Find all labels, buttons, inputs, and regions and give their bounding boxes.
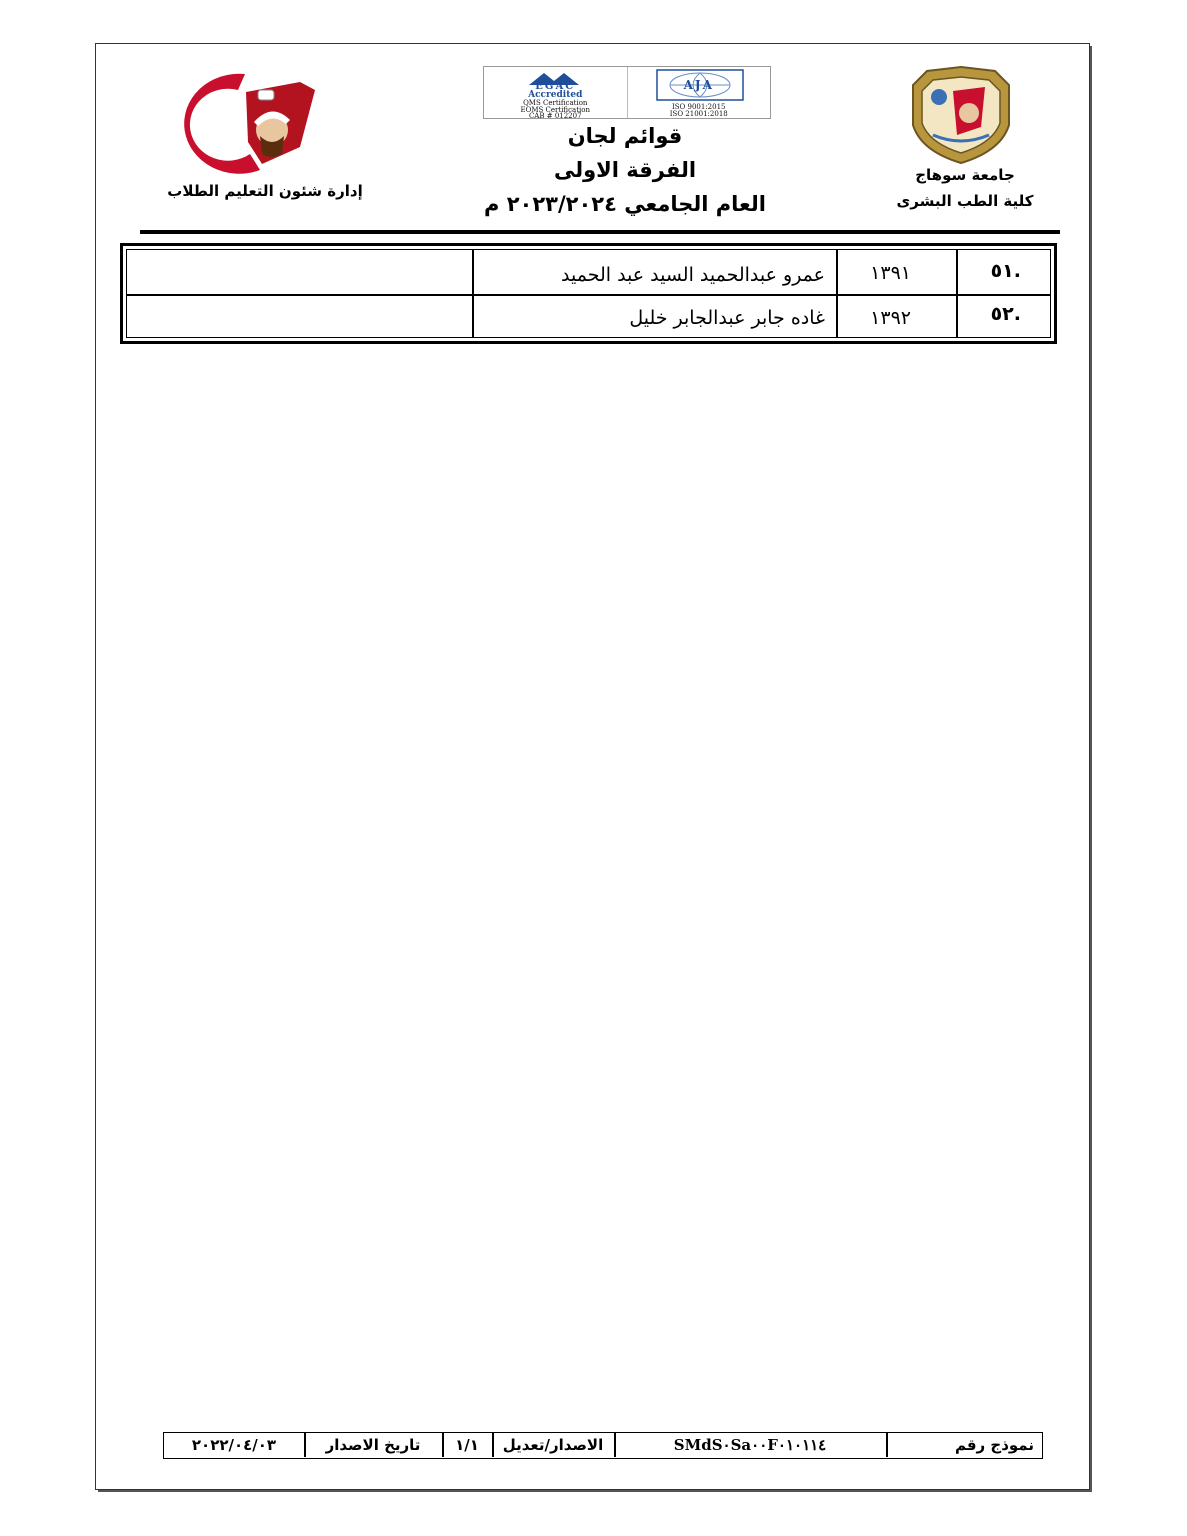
form-info-footer [163,1432,1043,1459]
academic-year-title: العام الجامعي ٢٠٢٣/٢٠٢٤ م [484,192,766,216]
seat-number-cell: ١٣٩٢ [870,307,911,329]
aja-title: AJA [683,78,714,92]
student-name-cell: غاده جابر عبدالجابر خليل [629,307,825,329]
faculty-logo [150,62,325,182]
page-title: قوائم لجان [567,124,683,148]
form-number-label: نموذج رقم [954,1436,1034,1454]
form-code: SMdS٠Sa٠٠F٠١٠١١٤ [673,1436,827,1454]
aja-line: ISO 21001:2018 [669,110,728,118]
footer-divider [886,1433,888,1457]
frame-shadow [98,1490,1092,1492]
footer-divider [304,1433,306,1457]
issue-date-value: ٢٠٢٢/٠٤/٠٣ [191,1436,277,1454]
table-row [126,295,1051,339]
serial-cell: .٥١ [990,260,1021,282]
certification-badge [483,66,771,119]
footer-divider [614,1433,616,1457]
issue-date-label: تاريخ الاصدار [325,1436,421,1454]
faculty-name: كلية الطب البشرى [896,192,1034,210]
egac-line: CAB # 012207 [528,112,582,120]
seat-number-cell: ١٣٩١ [870,262,911,284]
egac-badge [484,67,627,118]
student-name-cell: عمرو عبدالحميد السيد عبد الحميد [561,264,825,286]
egac-accredited: Accredited [528,90,583,100]
university-seal [905,65,1017,165]
header-divider [140,230,1060,234]
class-title: الفرقة الاولى [553,158,697,182]
aja-line: ISO 9001:2015 [671,103,726,111]
revision-value: ١/١ [455,1436,479,1454]
footer-divider [492,1433,494,1457]
egac-line: QMS Certification [523,99,588,107]
table-row [126,250,1051,294]
egac-line: EOMS Certification [520,106,590,114]
footer-divider [442,1433,444,1457]
department-label: إدارة شئون التعليم الطلاب [167,182,363,200]
frame-shadow [1090,46,1092,1492]
serial-cell: .٥٢ [990,303,1021,325]
university-name: جامعة سوهاج [915,166,1015,184]
aja-badge [628,67,771,118]
revision-label: الاصدار/تعديل [502,1436,604,1454]
egac-title: EGAC [535,81,576,92]
